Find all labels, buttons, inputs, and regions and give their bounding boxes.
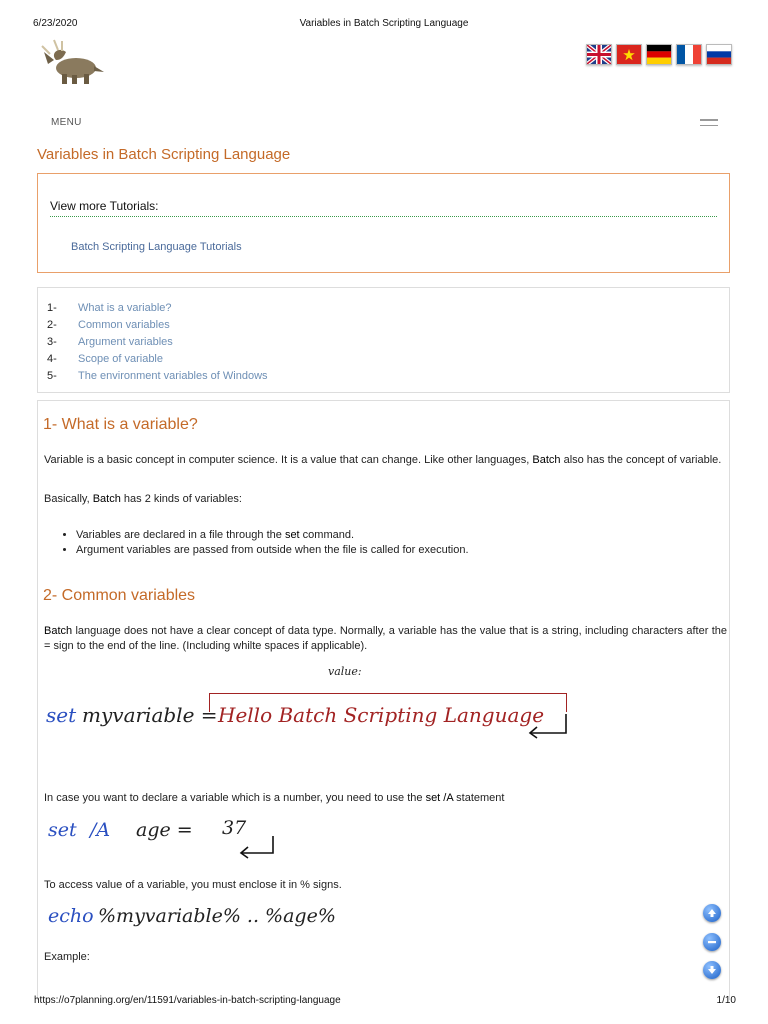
keyword-set-a: set /A	[425, 792, 454, 804]
toc-item[interactable]	[47, 351, 268, 368]
keyword-batch: Batch	[92, 493, 121, 505]
russian-flag-icon[interactable]	[706, 44, 732, 65]
page-title: Variables in Batch Scripting Language	[37, 146, 291, 163]
english-flag-icon[interactable]	[586, 44, 612, 65]
toc-number: 3-	[47, 336, 57, 348]
tutorials-link[interactable]: Batch Scripting Language Tutorials	[71, 241, 242, 253]
keyword-batch: Batch	[532, 454, 561, 466]
text: Variable is a basic concept in computer science. It is a value that can change. Like other languages,	[44, 454, 533, 466]
toc-number: 5-	[47, 370, 57, 382]
value-annotation: value:	[328, 665, 362, 678]
section-2-heading: 2- Common variables	[43, 587, 196, 604]
set-variable-illustration	[38, 659, 731, 749]
variable-kinds-list	[76, 528, 469, 558]
toc-link[interactable]: Common variables	[78, 319, 170, 331]
variable-name: age =	[136, 819, 193, 841]
vietnamese-flag-icon[interactable]	[616, 44, 642, 65]
keyword-batch: Batch	[44, 625, 73, 637]
a-flag: /A	[90, 819, 111, 841]
language-flags	[586, 44, 732, 65]
list-item	[76, 528, 469, 543]
text: also has the concept of variable.	[560, 454, 722, 466]
german-flag-icon[interactable]	[646, 44, 672, 65]
more-tutorials-box	[37, 173, 730, 273]
print-page-number: 1/10	[716, 995, 736, 1006]
keyword-set: set	[284, 529, 300, 541]
toc-item[interactable]	[47, 317, 268, 334]
set-keyword: set	[46, 703, 77, 727]
scroll-down-icon[interactable]	[703, 961, 721, 979]
print-date: 6/23/2020	[33, 18, 78, 29]
print-url: https://o7planning.org/en/11591/variables-in-batch-scripting-language	[34, 995, 341, 1006]
return-arrow-icon	[238, 835, 276, 859]
text: In case you want to declare a variable which is a number, you need to use the	[44, 792, 426, 804]
variable-value: 37	[222, 817, 247, 839]
echo-keyword: echo	[48, 905, 94, 927]
section-1-heading: 1- What is a variable?	[43, 416, 198, 433]
toc-link[interactable]: What is a variable?	[78, 302, 172, 314]
section-2-paragraph-1	[44, 624, 727, 654]
text: Basically,	[44, 493, 93, 505]
toc-number: 2-	[47, 319, 57, 331]
table-of-contents	[37, 287, 730, 393]
toc-link[interactable]: Argument variables	[78, 336, 173, 348]
dotted-divider	[50, 216, 717, 217]
toc-item[interactable]	[47, 368, 268, 385]
text: has 2 kinds of variables:	[120, 493, 242, 505]
variable-name: myvariable =	[82, 703, 218, 727]
text: command.	[299, 529, 355, 541]
print-title: Variables in Batch Scripting Language	[299, 18, 469, 29]
toc-link[interactable]: Scope of variable	[78, 353, 163, 365]
text: Argument variables are passed from outside when the file is called for execution.	[76, 544, 469, 556]
toc-link[interactable]: The environment variables of Windows	[78, 370, 268, 382]
set-keyword: set	[48, 819, 77, 841]
return-arrow-icon	[527, 713, 569, 739]
triceratops-logo-icon[interactable]	[40, 38, 106, 86]
equals-sign: =	[44, 640, 51, 652]
text: language does not have a clear concept of data type. Normally, a variable has the value that is a string, including characters after the	[72, 625, 727, 637]
menu-label[interactable]: MENU	[51, 117, 82, 128]
text: Variables are declared in a file through the	[76, 529, 285, 541]
text: sign to the end of the line. (Including whilte spaces if applicable).	[50, 640, 368, 652]
section-1-paragraph-1	[44, 453, 727, 468]
section-2-paragraph-3: To access value of a variable, you must enclose it in % signs.	[44, 879, 342, 891]
section-2-paragraph-2	[44, 791, 727, 806]
echo-illustration	[38, 901, 731, 941]
scroll-middle-icon[interactable]	[703, 933, 721, 951]
more-tutorials-heading: View more Tutorials:	[50, 199, 159, 213]
toc-number: 4-	[47, 353, 57, 365]
list-item	[76, 543, 469, 558]
echo-expression: %myvariable% .. %age%	[98, 905, 336, 927]
hamburger-icon[interactable]	[700, 119, 718, 129]
variable-value: Hello Batch Scripting Language	[218, 703, 545, 727]
scroll-up-icon[interactable]	[703, 904, 721, 922]
section-1-paragraph-2	[44, 492, 727, 507]
section-2-example-label: Example:	[44, 951, 90, 963]
toc-item[interactable]	[47, 300, 268, 317]
toc-item[interactable]	[47, 334, 268, 351]
article-content	[37, 400, 730, 1000]
toc-number: 1-	[47, 302, 57, 314]
text: statement	[453, 792, 505, 804]
french-flag-icon[interactable]	[676, 44, 702, 65]
set-a-illustration	[38, 813, 731, 868]
